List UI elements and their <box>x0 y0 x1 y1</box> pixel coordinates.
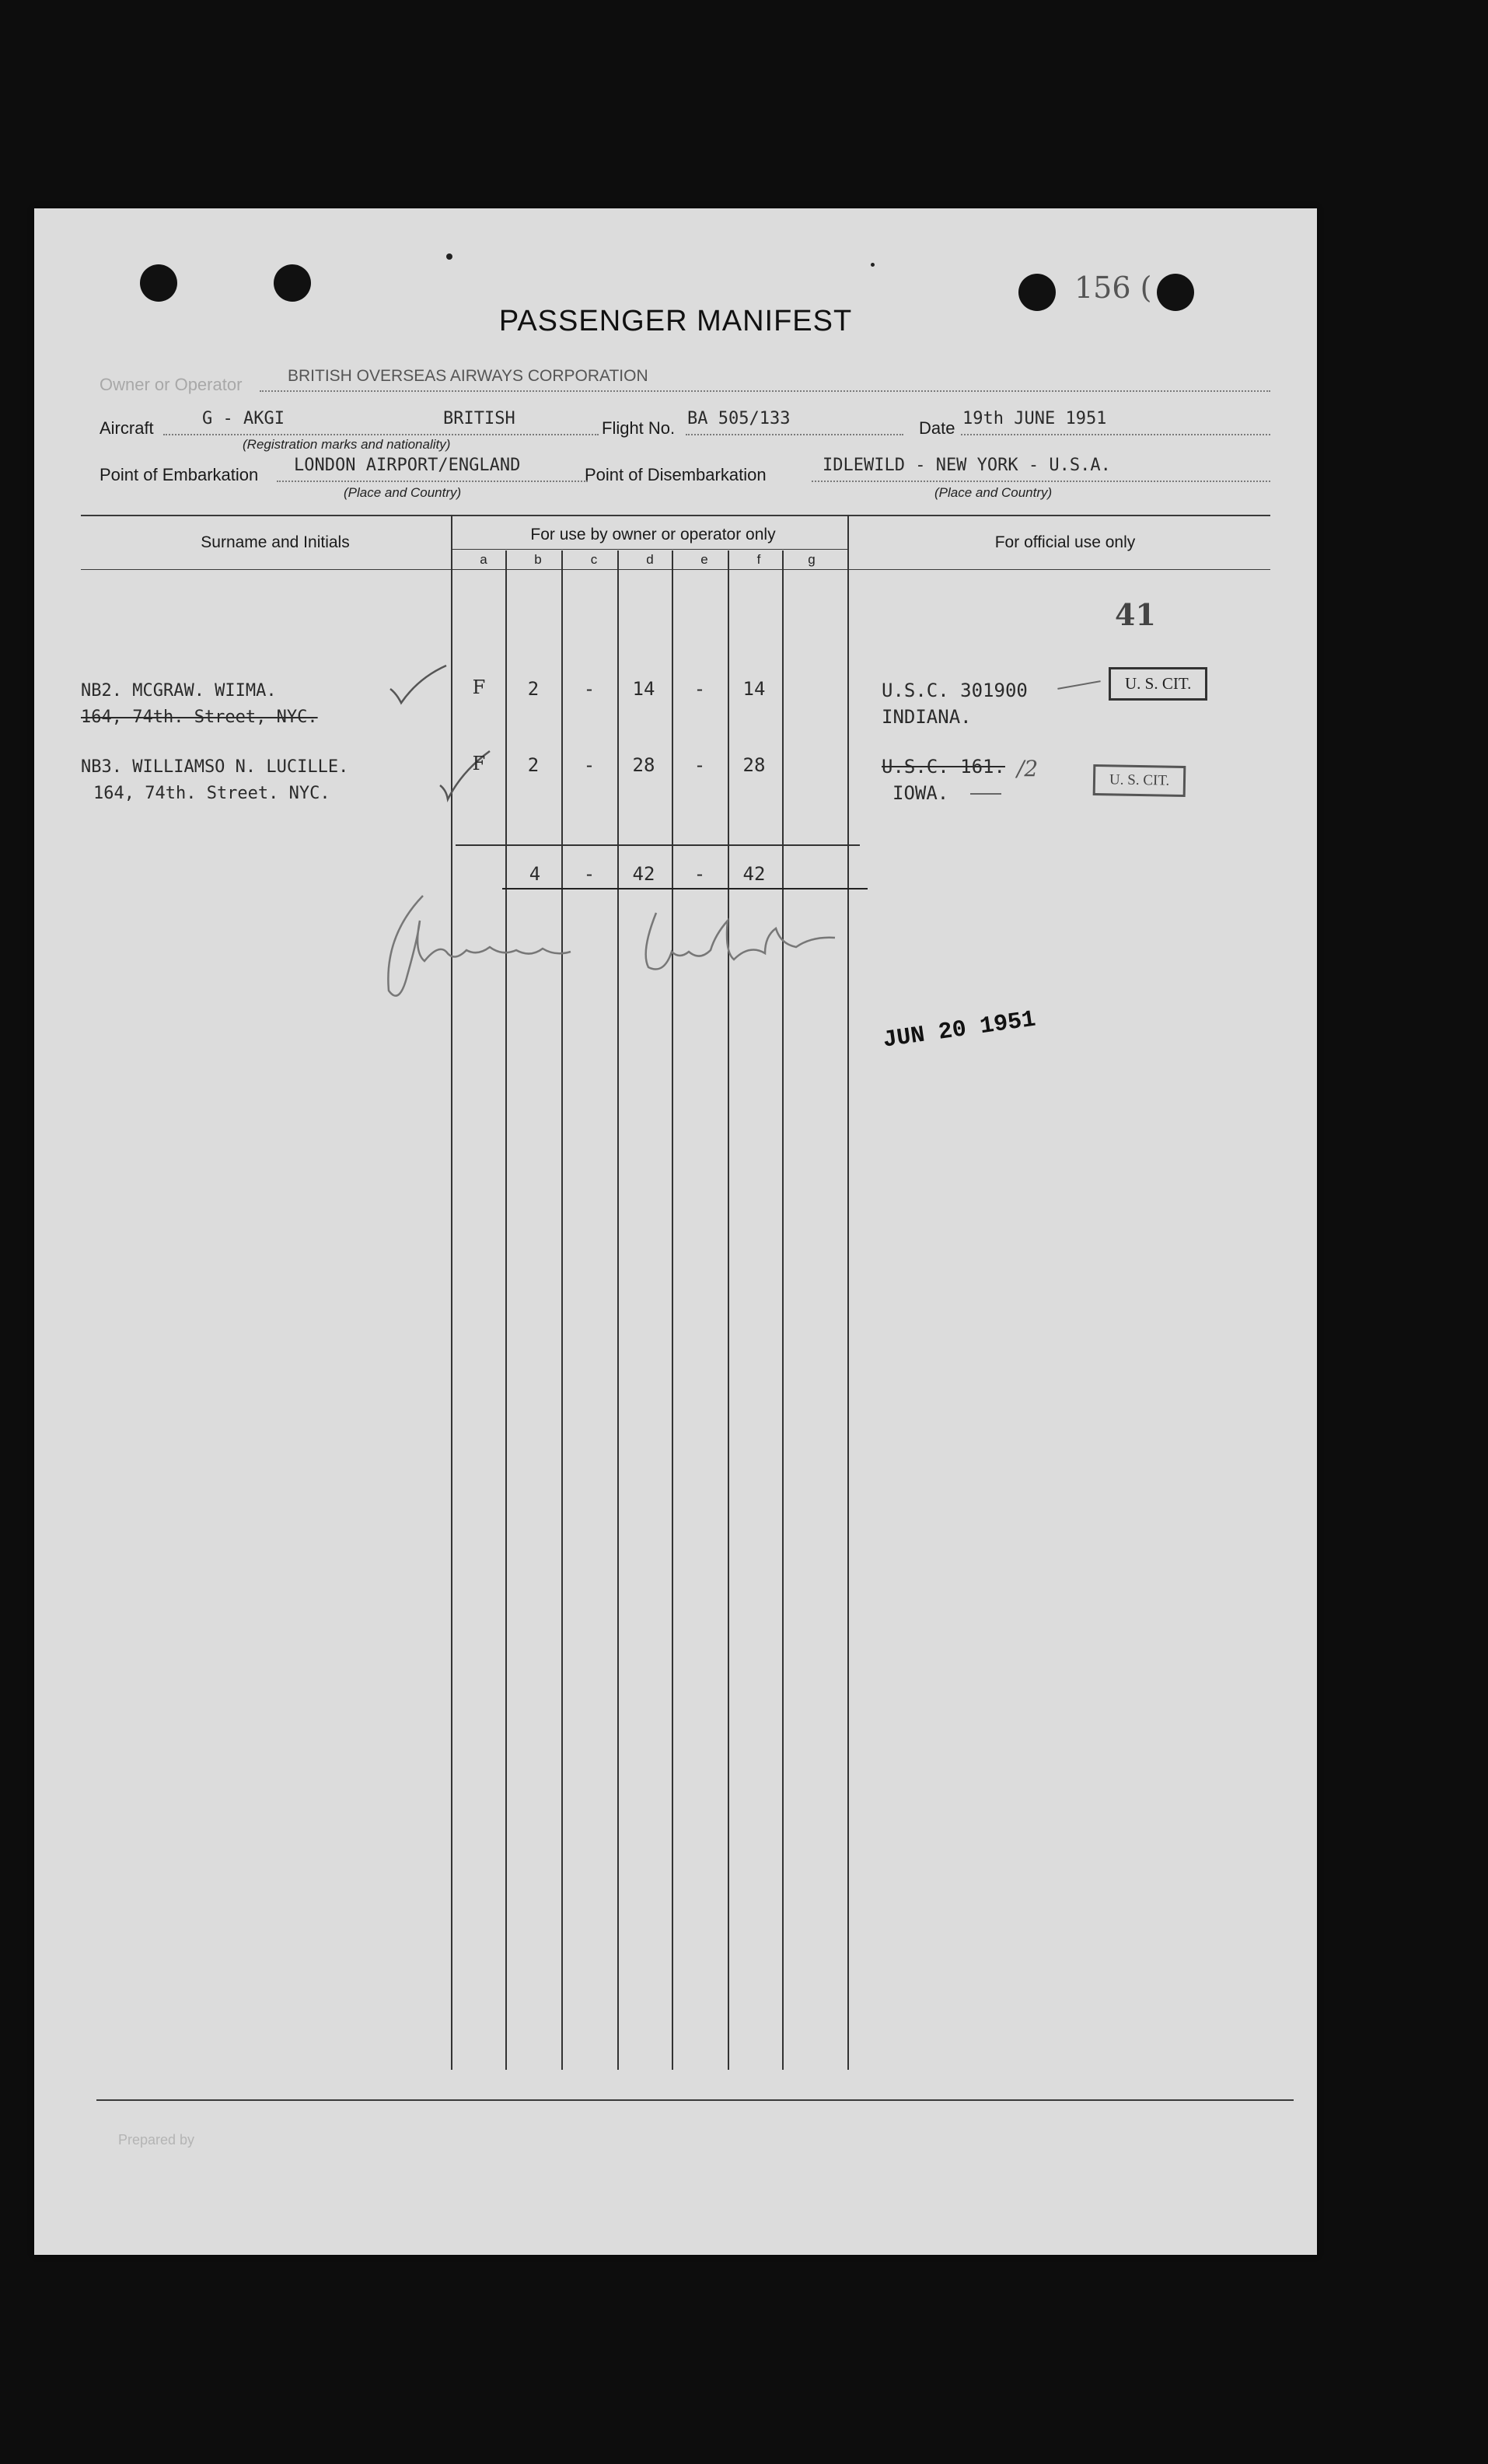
cell-c: - <box>583 678 596 700</box>
col-divider <box>617 550 619 2070</box>
ink-speck <box>446 253 452 260</box>
col-letter-b: b <box>534 552 542 567</box>
official-line1-note: /2 <box>1017 756 1039 781</box>
col-divider <box>505 550 507 2070</box>
total-f: 42 <box>742 863 766 885</box>
total-b: 4 <box>529 863 541 885</box>
col-letter-f: f <box>756 552 761 567</box>
cell-f: 14 <box>742 678 766 700</box>
embarkation-underline <box>277 481 588 482</box>
cell-a: F <box>472 676 486 698</box>
total-e: - <box>693 863 706 885</box>
owner-header: For use by owner or operator only <box>530 526 776 543</box>
col-letter-a: a <box>480 552 487 567</box>
col-name-header: Surname and Initials <box>201 533 350 551</box>
cell-b: 2 <box>527 678 540 700</box>
passenger-address: 164, 74th. Street, NYC. <box>81 708 318 727</box>
col-divider <box>847 515 849 2070</box>
check-mark <box>387 662 449 709</box>
footer-rule <box>96 2099 1294 2101</box>
flight-underline <box>686 434 903 435</box>
ink-speck <box>871 263 875 267</box>
official-line2: IOWA. <box>892 782 949 804</box>
inspector-signature <box>330 889 936 1006</box>
cell-a: F <box>472 753 486 774</box>
col-letter-g: g <box>808 552 816 567</box>
col-letter-d: d <box>646 552 654 567</box>
cell-d: 28 <box>632 754 655 776</box>
passenger-address: 164, 74th. Street. NYC. <box>93 784 330 803</box>
page-title: PASSENGER MANIFEST <box>498 305 853 337</box>
manifest-sheet <box>34 208 1317 2255</box>
date-label: Date <box>919 418 955 438</box>
citizen-stamp: U. S. CIT. <box>1093 764 1186 797</box>
disembarkation-underline <box>812 481 1270 482</box>
cell-f: 28 <box>742 754 766 776</box>
aircraft-label: Aircraft <box>100 418 154 438</box>
col-divider <box>561 550 563 2070</box>
cell-b: 2 <box>527 754 540 776</box>
table-top-rule <box>81 515 1270 516</box>
official-line1: U.S.C. 161. <box>882 756 1005 778</box>
embarkation-value: LONDON AIRPORT/ENGLAND <box>294 456 521 475</box>
operator-underline <box>260 390 1270 392</box>
col-divider <box>782 550 784 2070</box>
flight-value: BA 505/133 <box>687 409 791 428</box>
totals-top-rule <box>456 844 860 846</box>
flight-label: Flight No. <box>602 418 676 438</box>
date-value: 19th JUNE 1951 <box>962 409 1107 428</box>
cell-c: - <box>583 754 596 776</box>
cell-e: - <box>693 754 706 776</box>
official-dash <box>1057 680 1100 690</box>
aircraft-registration: G - AKGI <box>202 409 285 428</box>
page-number: 156 ( <box>1074 271 1152 305</box>
official-count: 41 <box>1115 597 1156 632</box>
official-header: For official use only <box>994 533 1136 551</box>
cell-d: 14 <box>632 678 655 700</box>
embarkation-note: (Place and Country) <box>344 485 462 500</box>
aircraft-nationality: BRITISH <box>443 409 515 428</box>
table-header-bottom-rule <box>81 569 1270 570</box>
col-divider <box>728 550 729 2070</box>
official-line2: INDIANA. <box>882 706 972 728</box>
embarkation-label: Point of Embarkation <box>100 465 259 484</box>
aircraft-underline <box>163 434 599 435</box>
col-letter-c: c <box>590 552 598 567</box>
owner-header-rule <box>451 549 847 550</box>
col-letter-e: e <box>700 552 708 567</box>
disembarkation-label: Point of Disembarkation <box>585 465 767 484</box>
received-date-stamp: JUN 20 1951 <box>881 1006 1038 1054</box>
punch-hole <box>274 264 311 302</box>
official-line1: U.S.C. 301900 <box>882 680 1028 701</box>
operator-label: Owner or Operator <box>100 375 243 394</box>
operator-value: BRITISH OVERSEAS AIRWAYS CORPORATION <box>288 367 648 385</box>
disembarkation-value: IDLEWILD - NEW YORK - U.S.A. <box>823 456 1111 475</box>
citizen-stamp: U. S. CIT. <box>1109 667 1207 701</box>
punch-hole <box>140 264 177 302</box>
official-dash <box>970 793 1001 795</box>
disembarkation-note: (Place and Country) <box>934 485 1053 500</box>
passenger-name: NB3. WILLIAMSO N. LUCILLE. <box>81 757 349 777</box>
date-underline <box>961 434 1270 435</box>
col-divider <box>672 550 673 2070</box>
total-c: - <box>583 863 596 885</box>
footer-prepared-by: Prepared by <box>118 2132 195 2148</box>
aircraft-note: (Registration marks and nationality) <box>243 437 451 452</box>
cell-e: - <box>693 678 706 700</box>
passenger-name: NB2. MCGRAW. WIIMA. <box>81 681 277 701</box>
total-d: 42 <box>632 863 655 885</box>
